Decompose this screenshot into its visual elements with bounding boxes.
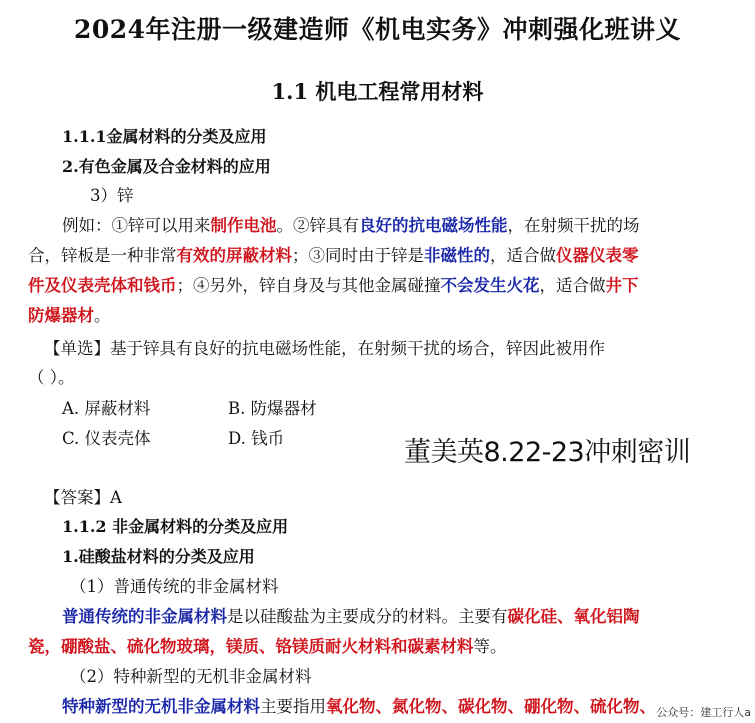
- watermark: 公众号：建工行人a: [656, 706, 751, 719]
- question-blank: （ ）。: [28, 368, 75, 387]
- item-special: （2）特种新型的无机非金属材料: [70, 667, 312, 686]
- paragraph-zinc-line1: 例如：①锌可以用来制作电池。②锌具有良好的抗电磁场性能，在射频干扰的场: [62, 216, 640, 235]
- paragraph-special-line1: 特种新型的无机非金属材料主要指用氧化物、氮化物、碳化物、硼化物、硫化物、: [62, 697, 656, 716]
- item-traditional: （1）普通传统的非金属材料: [70, 577, 279, 596]
- paragraph-zinc-line2: 合，锌板是一种非常有效的屏蔽材料；③同时由于锌是非磁性的，适合做仪器仪表零: [28, 246, 639, 265]
- item-zinc: 3）锌: [90, 186, 134, 205]
- question-text: 【单选】基于锌具有良好的抗电磁场性能，在射频干扰的场合，锌因此被用作: [44, 339, 605, 358]
- paragraph-traditional-line1: 普通传统的非金属材料是以硅酸盐为主要成分的材料。主要有碳化硅、氧化铝陶: [62, 607, 640, 626]
- paragraph-traditional-line2: 瓷，硼酸盐、硫化物玻璃，镁质、铬镁质耐火材料和碳素材料等。: [28, 637, 507, 656]
- subsection-heading-metal: 1.1.1金属材料的分类及应用: [62, 127, 267, 146]
- answer: 【答案】A: [44, 488, 122, 507]
- paragraph-zinc-line3: 件及仪表壳体和钱币；④另外，锌自身及与其他金属碰撞不会发生火花，适合做井下: [28, 276, 639, 295]
- section-heading: 1.1 机电工程常用材料: [271, 79, 484, 104]
- paragraph-zinc-line4: 防爆器材。: [28, 306, 111, 325]
- option-c: C. 仪表壳体: [62, 429, 151, 448]
- overlay-caption: 董美英8.22-23冲刺密训: [404, 437, 691, 468]
- topic-heading-nonferrous: 2.有色金属及合金材料的应用: [62, 157, 271, 176]
- option-b: B. 防爆器材: [228, 399, 317, 418]
- topic-heading-silicate: 1.硅酸盐材料的分类及应用: [62, 547, 255, 566]
- document-title: 2024年注册一级建造师《机电实务》冲刺强化班讲义: [73, 15, 682, 44]
- subsection-heading-nonmetal: 1.1.2 非金属材料的分类及应用: [62, 517, 289, 536]
- option-a: A. 屏蔽材料: [62, 399, 151, 418]
- option-d: D. 钱币: [228, 429, 285, 448]
